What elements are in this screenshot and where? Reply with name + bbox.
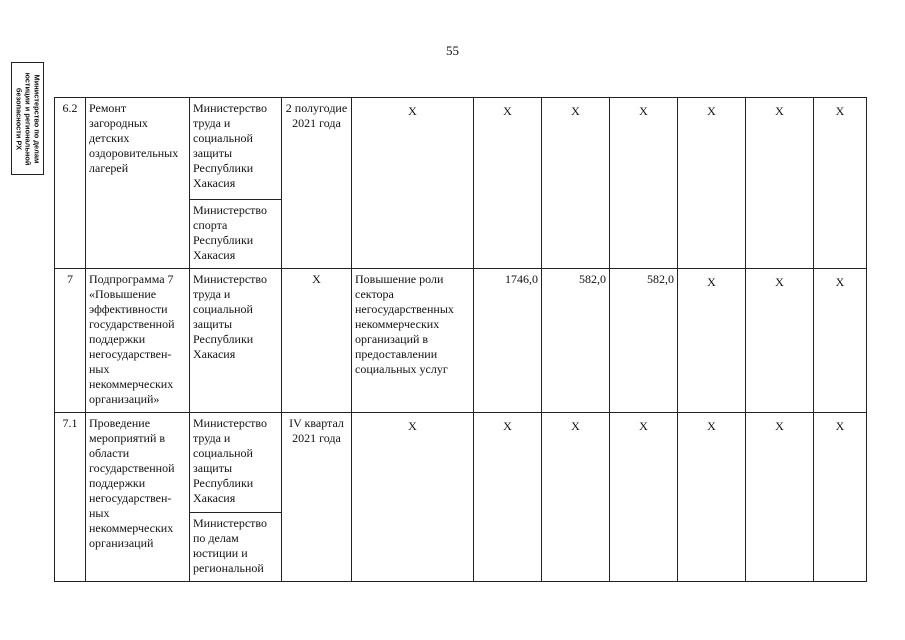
value-cell: 582,0 [610, 269, 678, 413]
program-table [54, 97, 867, 582]
term-cell: Х [282, 269, 352, 413]
row-number: 7 [55, 269, 86, 413]
value-cell: Х [814, 269, 867, 413]
registration-stamp [11, 62, 44, 175]
value-cell: Х [746, 413, 814, 582]
term-cell: IV квартал 2021 года [282, 413, 352, 582]
value-cell: Х [678, 413, 746, 582]
executor-cell: Министерство по делам юстиции и региональной [190, 513, 282, 582]
value-cell: Х [678, 269, 746, 413]
event-name: Подпрограмма 7 «Повышение эффективности государственной поддержки негосударствен-ных некоммерческих организаций» [86, 269, 190, 413]
value-cell: Х [814, 98, 867, 269]
value-cell: Х [678, 98, 746, 269]
executor-cell: Министерство труда и социальной защиты Республики Хакасия [190, 413, 282, 513]
table-row-7 [55, 269, 867, 413]
value-cell: Х [610, 413, 678, 582]
value-cell: 582,0 [542, 269, 610, 413]
value-cell: Х [746, 98, 814, 269]
executor-cell: Министерство труда и социальной защиты Республики Хакасия [190, 269, 282, 413]
value-cell: Х [610, 98, 678, 269]
value-cell: Х [814, 413, 867, 582]
value-cell: Х [542, 413, 610, 582]
term-cell: 2 полугодие 2021 года [282, 98, 352, 269]
event-name: Проведение мероприятий в области государственной поддержки негосударствен-ных некоммерческих организаций [86, 413, 190, 582]
value-cell: Х [474, 413, 542, 582]
executor-cell: Министерство труда и социальной защиты Республики Хакасия [190, 98, 282, 200]
stamp-line-2: юстиции и региональной [23, 72, 32, 165]
page-number: 55 [446, 43, 459, 58]
row-number: 6.2 [55, 98, 86, 269]
value-cell: Х [746, 269, 814, 413]
value-cell: 1746,0 [474, 269, 542, 413]
result-cell: Х [352, 98, 474, 269]
value-cell: Х [474, 98, 542, 269]
value-cell: Х [542, 98, 610, 269]
result-cell: Повышение роли сектора негосударственных некоммерческих организаций в предоставлении социальных услуг [352, 269, 474, 413]
table-row-7-1 [55, 413, 867, 513]
stamp-line-1: Министерство по делам [32, 74, 41, 163]
stamp-text [14, 62, 41, 175]
row-number: 7.1 [55, 413, 86, 582]
stamp-line-3: безопасности РХ [14, 87, 23, 150]
table-row-6-2 [55, 98, 867, 200]
executor-cell: Министерство спорта Республики Хакасия [190, 200, 282, 269]
event-name: Ремонт загородных детских оздоровительных лагерей [86, 98, 190, 269]
result-cell: Х [352, 413, 474, 582]
